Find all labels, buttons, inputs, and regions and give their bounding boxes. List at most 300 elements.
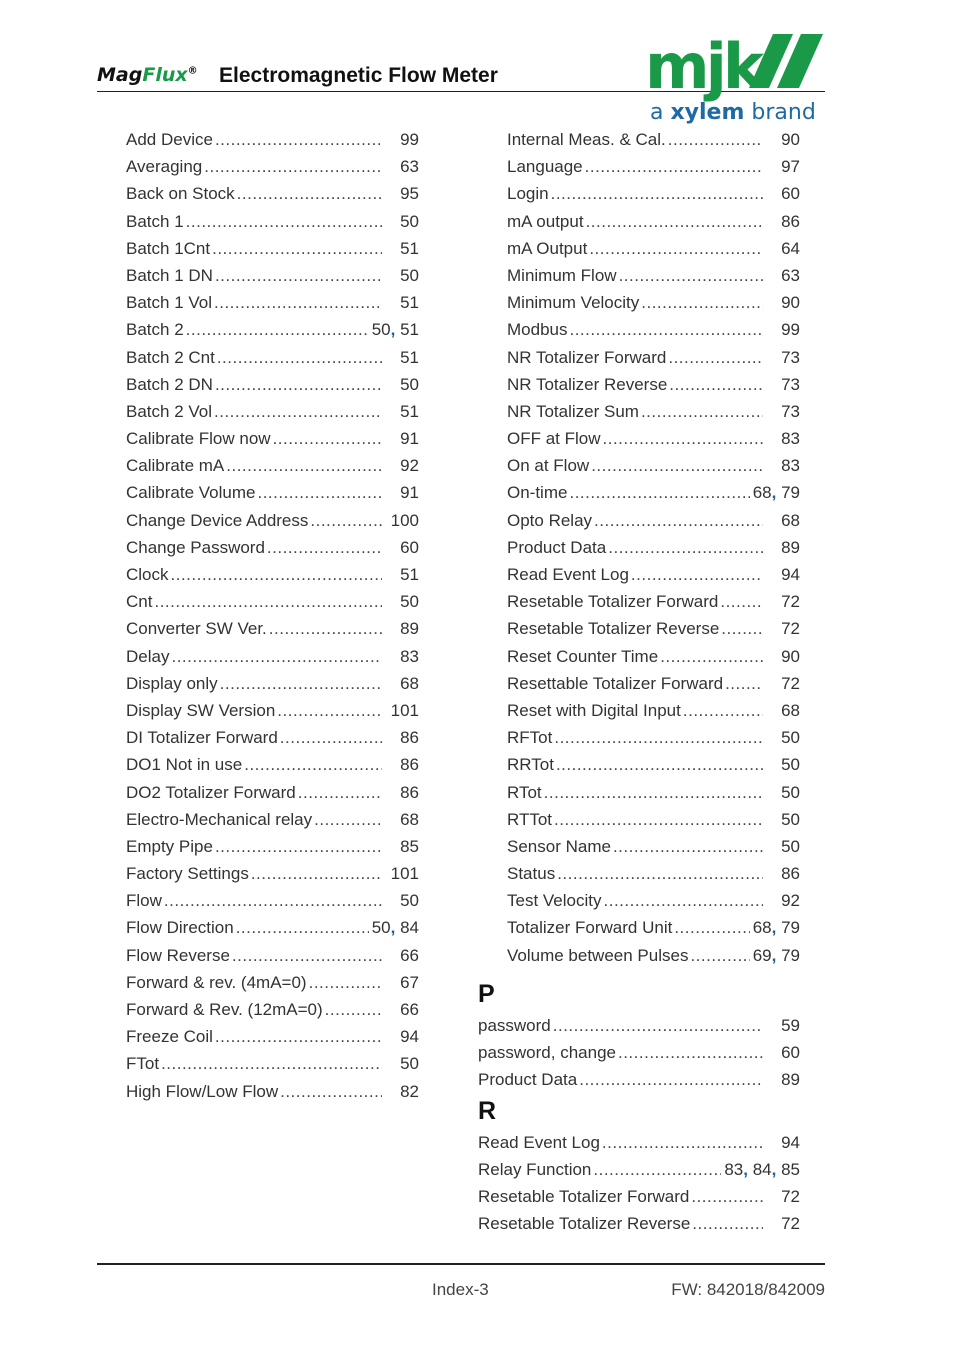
index-entry <box>126 208 419 235</box>
page-number-ref: 100 <box>390 510 419 530</box>
index-entry <box>126 588 419 615</box>
index-entry <box>126 180 419 207</box>
dot-leader <box>589 235 763 262</box>
page-references <box>766 371 800 398</box>
dot-leader <box>186 316 369 343</box>
index-entry <box>507 534 800 561</box>
index-entry <box>126 969 419 996</box>
page-references <box>766 344 800 371</box>
page-number-ref: 50 <box>400 211 419 231</box>
index-entry <box>478 1210 800 1237</box>
index-entry <box>507 887 800 914</box>
page-references <box>766 751 800 778</box>
dot-leader <box>603 425 763 452</box>
page-number-ref: 64 <box>781 238 800 258</box>
page-references <box>766 208 800 235</box>
page-number-ref: 51 <box>400 347 419 367</box>
page-number-ref: 97 <box>781 157 800 177</box>
page-number-ref: 68 <box>752 918 772 938</box>
page-references <box>766 1183 800 1210</box>
page-references <box>385 371 419 398</box>
page-references <box>766 262 800 289</box>
dot-leader <box>314 806 382 833</box>
page-number-ref: 90 <box>781 646 800 666</box>
index-term: mA Output <box>507 238 588 258</box>
index-term: Reset Counter Time <box>507 646 659 666</box>
index-entry <box>507 697 800 724</box>
index-entry <box>126 126 419 153</box>
dot-leader <box>215 371 382 398</box>
index-term: Calibrate Volume <box>126 483 256 503</box>
page-number-ref: 94 <box>400 1027 419 1047</box>
index-term: Factory Settings <box>126 864 249 884</box>
index-entry <box>507 452 800 479</box>
index-term: High Flow/Low Flow <box>126 1081 279 1101</box>
page-number-ref: 72 <box>781 592 800 612</box>
dot-leader <box>309 969 382 996</box>
index-entry <box>126 534 419 561</box>
dot-leader <box>691 1183 763 1210</box>
page-references <box>766 235 800 262</box>
index-term: Add Device <box>126 130 213 149</box>
page-number-ref: 89 <box>781 537 800 557</box>
dot-leader <box>556 751 763 778</box>
index-entry <box>126 1050 419 1077</box>
index-term: DI Totalizer Forward <box>126 728 278 748</box>
page-number-ref: 92 <box>781 891 800 911</box>
index-entry <box>478 1129 800 1156</box>
mjk-logo-text: mjk <box>645 32 761 103</box>
page-references <box>385 806 419 833</box>
page-references <box>766 452 800 479</box>
index-entry <box>507 153 800 180</box>
index-term: Empty Pipe <box>126 836 213 856</box>
page-references <box>753 914 800 941</box>
page-number-ref: 50 <box>400 592 419 612</box>
page-number-ref: 83 <box>724 1159 744 1179</box>
dot-leader <box>171 643 382 670</box>
page-references <box>385 561 419 588</box>
dot-leader <box>237 180 382 207</box>
index-entry <box>507 860 800 887</box>
page-number-ref: 69 <box>752 945 772 965</box>
dot-leader <box>215 833 382 860</box>
index-entry <box>507 588 800 615</box>
page-references <box>766 425 800 452</box>
dot-leader <box>244 751 382 778</box>
index-term: NR Totalizer Reverse <box>507 374 668 394</box>
page-references <box>753 479 800 506</box>
dot-leader <box>579 1066 763 1093</box>
index-term: Batch 2 Cnt <box>126 347 215 367</box>
page-references <box>372 914 419 941</box>
page-number-ref: 73 <box>781 374 800 394</box>
index-term: Calibrate Flow now <box>126 429 271 449</box>
page-references <box>385 615 419 642</box>
index-term: Cnt <box>126 592 153 612</box>
index-term: Converter SW Ver. <box>126 619 267 639</box>
page-references <box>385 996 419 1023</box>
dot-leader <box>641 398 763 425</box>
page-separator: , <box>771 1159 782 1179</box>
index-entry <box>507 643 800 670</box>
page-number-ref: 86 <box>400 755 419 775</box>
page-references <box>385 724 419 751</box>
page-references <box>766 398 800 425</box>
dot-leader <box>214 398 382 425</box>
page-references <box>766 153 800 180</box>
page-number-ref: 50 <box>781 755 800 775</box>
page-number: Index-3 <box>432 1280 489 1299</box>
magflux-brand <box>97 64 198 86</box>
page-number-ref: 68 <box>781 510 800 530</box>
page-references <box>766 561 800 588</box>
dot-leader <box>236 914 369 941</box>
dot-leader <box>604 887 764 914</box>
index-entry <box>507 724 800 751</box>
page-references <box>766 180 800 207</box>
dot-leader <box>683 697 763 724</box>
page-number-ref: 51 <box>400 238 419 258</box>
page-number-ref: 82 <box>400 1081 419 1101</box>
page-number-ref: 63 <box>781 265 800 285</box>
page-separator: , <box>390 918 401 938</box>
index-term: Batch 2 <box>126 320 184 340</box>
index-term: Sensor Name <box>507 836 611 856</box>
page-number-ref: 50 <box>371 918 391 938</box>
index-entry <box>507 479 800 506</box>
dot-leader <box>269 615 382 642</box>
tagline-brand: brand <box>751 100 816 125</box>
page-references <box>766 779 800 806</box>
page-number-ref: 99 <box>781 320 800 340</box>
dot-leader <box>591 452 763 479</box>
page-number-ref: 90 <box>781 130 800 149</box>
index-entry <box>126 1078 419 1105</box>
dot-leader <box>557 860 763 887</box>
dot-leader <box>215 1023 382 1050</box>
page-references <box>372 316 419 343</box>
page-number-ref: 51 <box>400 320 419 340</box>
page-references <box>766 724 800 751</box>
dot-leader <box>204 153 382 180</box>
index-entry <box>126 425 419 452</box>
page-number-ref: 91 <box>400 429 419 449</box>
index-term: Flow Direction <box>126 918 234 938</box>
page-number-ref: 94 <box>781 1132 800 1152</box>
page-number-ref: 72 <box>781 673 800 693</box>
page-references <box>385 751 419 778</box>
index-term: Forward & Rev. (12mA=0) <box>126 1000 323 1019</box>
dot-leader <box>593 1156 721 1183</box>
index-entry <box>478 1156 800 1183</box>
dot-leader <box>232 942 382 969</box>
page-references <box>766 534 800 561</box>
index-term: RFTot <box>507 728 553 748</box>
index-term: NR Totalizer Sum <box>507 401 639 421</box>
index-entry <box>126 833 419 860</box>
page-references <box>766 507 800 534</box>
page-references <box>385 860 419 887</box>
dot-leader <box>692 1210 763 1237</box>
page-references <box>766 1129 800 1156</box>
dot-leader <box>674 914 749 941</box>
index-term: DO2 Totalizer Forward <box>126 782 296 802</box>
index-entry <box>478 1066 800 1093</box>
index-entry <box>507 806 800 833</box>
page-number-ref: 51 <box>400 401 419 421</box>
dot-leader <box>215 262 382 289</box>
index-term: Reset with Digital Input <box>507 700 681 720</box>
page-references <box>385 643 419 670</box>
dot-leader <box>551 180 763 207</box>
index-term: Test Velocity <box>507 891 602 911</box>
page-references <box>766 833 800 860</box>
page-references <box>385 425 419 452</box>
page-references <box>385 697 419 724</box>
dot-leader <box>668 126 763 153</box>
index-entry <box>126 235 419 262</box>
page-references <box>766 1066 800 1093</box>
page-number-ref: 91 <box>400 483 419 503</box>
dot-leader <box>280 1078 382 1105</box>
dot-leader <box>553 1012 763 1039</box>
document-title: Electromagnetic Flow Meter <box>219 64 498 87</box>
page-references <box>385 344 419 371</box>
page-number-ref: 84 <box>400 918 419 938</box>
page-references <box>766 860 800 887</box>
page-number-ref: 68 <box>400 809 419 829</box>
page-number-ref: 68 <box>400 673 419 693</box>
dot-leader <box>310 507 382 534</box>
index-term: Language <box>507 157 583 177</box>
dot-leader <box>569 479 749 506</box>
dot-leader <box>631 561 763 588</box>
index-term: Modbus <box>507 320 568 340</box>
index-term: mA output <box>507 211 584 231</box>
page-number-ref: 67 <box>400 972 419 992</box>
index-term: Product Data <box>507 537 607 557</box>
page-references <box>766 1210 800 1237</box>
page-number-ref: 59 <box>781 1016 800 1035</box>
page-number-ref: 50 <box>781 809 800 829</box>
index-term: Read Event Log <box>507 565 629 584</box>
page-references <box>766 289 800 316</box>
page-number-ref: 86 <box>781 864 800 884</box>
index-term: Change Password <box>126 537 265 557</box>
section-letter: R <box>478 1096 497 1125</box>
dot-leader <box>212 235 382 262</box>
index-term: Status <box>507 864 556 884</box>
index-entry <box>126 643 419 670</box>
page-number-ref: 50 <box>781 728 800 748</box>
page-references <box>385 452 419 479</box>
index-term: Minimum Flow <box>507 265 617 285</box>
index-entry <box>126 751 419 778</box>
index-term: password, change <box>478 1043 616 1063</box>
index-entry <box>126 806 419 833</box>
page-number-ref: 86 <box>781 211 800 231</box>
dot-leader <box>668 344 763 371</box>
index-entry <box>507 208 800 235</box>
index-entry <box>126 316 419 343</box>
page-separator: , <box>771 945 782 965</box>
dot-leader <box>226 452 382 479</box>
dot-leader <box>154 588 382 615</box>
page-number-ref: 51 <box>400 565 419 584</box>
page-number-ref: 89 <box>781 1070 800 1090</box>
page-references <box>385 1050 419 1077</box>
page-number-ref: 50 <box>371 320 391 340</box>
page-references <box>766 126 800 153</box>
dot-leader <box>298 779 382 806</box>
dot-leader <box>554 724 763 751</box>
brand-flux-text: Flux <box>142 64 188 86</box>
dot-leader <box>164 887 382 914</box>
page-references <box>385 235 419 262</box>
firmware-version: FW: 842018/842009 <box>671 1280 825 1299</box>
index-term: Delay <box>126 646 170 666</box>
index-entry <box>507 779 800 806</box>
index-term: Flow <box>126 891 162 911</box>
index-entry <box>507 751 800 778</box>
page-separator: , <box>743 1159 753 1179</box>
index-entry <box>507 670 800 697</box>
registered-mark: ® <box>187 65 198 77</box>
index-entry <box>507 235 800 262</box>
index-column-middle <box>507 126 800 969</box>
index-term: Product Data <box>478 1070 578 1090</box>
index-term: Relay Function <box>478 1159 592 1179</box>
index-term: Display SW Version <box>126 700 276 720</box>
tagline-xylem: xylem <box>670 100 745 125</box>
page-number-ref: 99 <box>400 130 419 149</box>
index-term: DO1 Not in use <box>126 755 243 775</box>
page-number-ref: 60 <box>781 1043 800 1063</box>
page-number-ref: 72 <box>781 1186 800 1206</box>
page-number-ref: 101 <box>390 700 419 720</box>
dot-leader <box>171 561 382 588</box>
dot-leader <box>161 1050 382 1077</box>
xylem-brand-tagline <box>650 100 816 125</box>
index-term: Calibrate mA <box>126 456 225 476</box>
page-number-ref: 50 <box>781 782 800 802</box>
dot-leader <box>257 479 382 506</box>
page-number-ref: 83 <box>781 456 800 476</box>
page-number-ref: 60 <box>781 184 800 204</box>
page-references <box>385 942 419 969</box>
index-term: Flow Reverse <box>126 945 230 965</box>
page-number-ref: 101 <box>390 864 419 884</box>
page-number-ref: 73 <box>781 401 800 421</box>
index-term: On-time <box>507 483 568 503</box>
page-references <box>385 534 419 561</box>
page-number-ref: 83 <box>781 429 800 449</box>
index-term: Resettable Totalizer Forward <box>507 673 724 693</box>
index-entry <box>126 996 419 1023</box>
footer-divider <box>97 1263 825 1265</box>
page-number-ref: 50 <box>400 374 419 394</box>
index-entry <box>507 425 800 452</box>
page-number-ref: 94 <box>781 565 800 584</box>
dot-leader <box>585 153 763 180</box>
index-term: OFF at Flow <box>507 429 601 449</box>
index-entry <box>126 153 419 180</box>
index-entry <box>507 942 800 969</box>
dot-leader <box>594 507 763 534</box>
index-term: RTot <box>507 782 542 802</box>
dot-leader <box>641 289 763 316</box>
page-references <box>385 1078 419 1105</box>
page-number-ref: 50 <box>400 891 419 911</box>
dot-leader <box>544 779 763 806</box>
page-number-ref: 72 <box>781 1214 800 1234</box>
page-number-ref: 68 <box>752 483 772 503</box>
page-number-ref: 79 <box>781 918 800 938</box>
page-references <box>385 153 419 180</box>
dot-leader <box>251 860 382 887</box>
dot-leader <box>613 833 763 860</box>
page-references <box>766 697 800 724</box>
index-entry <box>126 507 419 534</box>
index-term: Resetable Totalizer Reverse <box>507 619 720 639</box>
page-references <box>724 1156 800 1183</box>
index-term: Read Event Log <box>478 1132 600 1152</box>
page-references <box>385 969 419 996</box>
index-entry <box>126 479 419 506</box>
index-term: Averaging <box>126 157 203 177</box>
index-entry <box>126 289 419 316</box>
dot-leader <box>569 316 763 343</box>
page-number-ref: 73 <box>781 347 800 367</box>
index-term: Batch 2 Vol <box>126 401 213 421</box>
dot-leader <box>277 697 382 724</box>
page-references <box>385 208 419 235</box>
index-entry <box>126 371 419 398</box>
index-entry <box>507 914 800 941</box>
dot-leader <box>554 806 763 833</box>
index-column-right <box>478 977 800 1237</box>
page-references <box>385 262 419 289</box>
page-number-ref: 60 <box>400 537 419 557</box>
section-letter: P <box>478 980 495 1008</box>
index-term: Opto Relay <box>507 510 593 530</box>
dot-leader <box>325 996 382 1023</box>
dot-leader <box>669 371 763 398</box>
dot-leader <box>660 643 763 670</box>
index-entry <box>126 561 419 588</box>
page-number-ref: 68 <box>781 700 800 720</box>
page-references <box>753 942 800 969</box>
dot-leader <box>720 588 763 615</box>
index-term: Back on Stock <box>126 184 235 204</box>
index-entry <box>478 1183 800 1210</box>
dot-leader <box>725 670 763 697</box>
index-term: password <box>478 1016 551 1035</box>
page-number-ref: 90 <box>781 293 800 313</box>
index-entry <box>126 1023 419 1050</box>
index-entry <box>126 779 419 806</box>
page-references <box>385 1023 419 1050</box>
index-entry <box>507 126 800 153</box>
index-entry <box>507 615 800 642</box>
index-entry <box>507 262 800 289</box>
index-entry <box>126 615 419 642</box>
index-entry <box>126 887 419 914</box>
index-term: Login <box>507 184 549 204</box>
page-references <box>766 1012 800 1039</box>
index-term: RTTot <box>507 809 553 829</box>
